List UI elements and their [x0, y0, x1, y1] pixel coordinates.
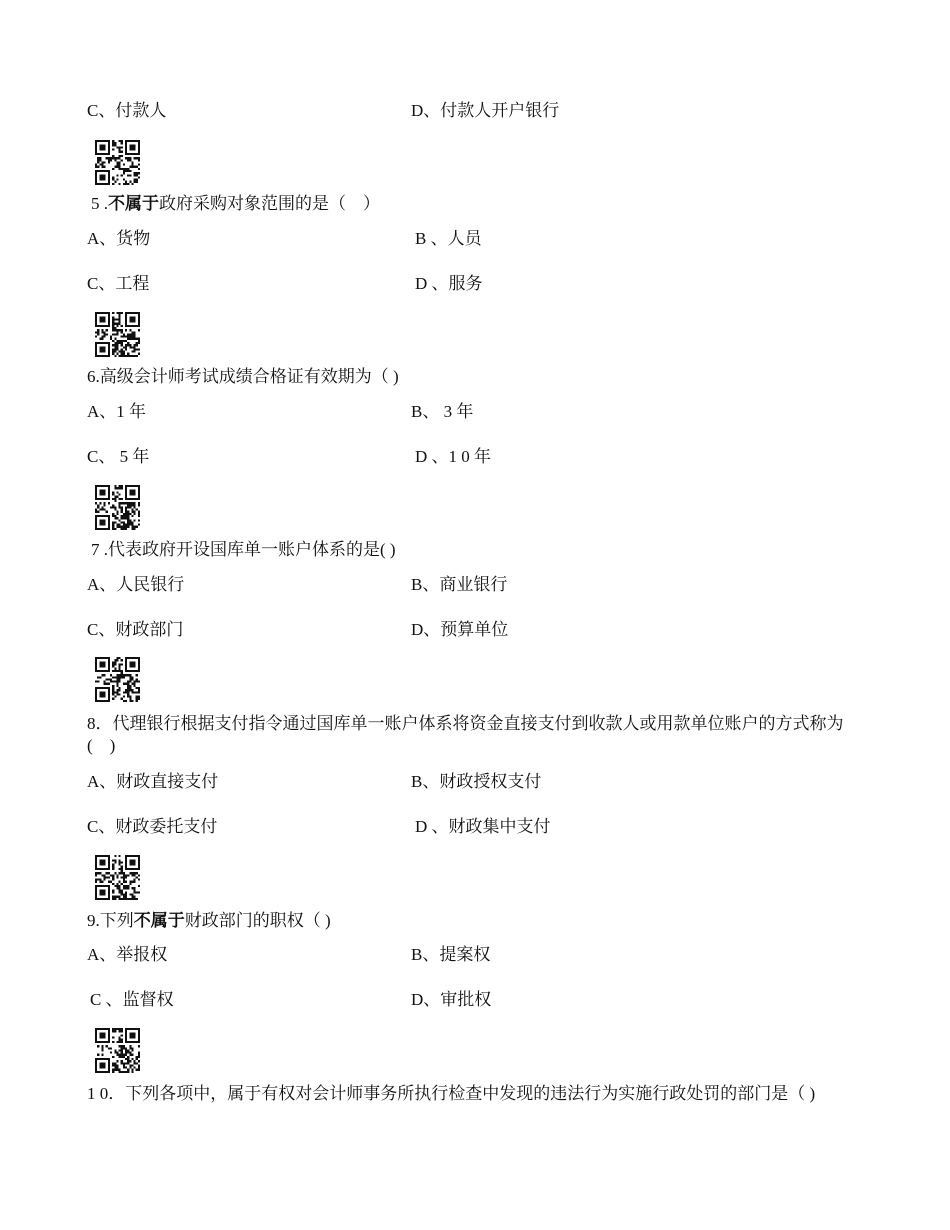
- option-a: A、人民银行: [87, 575, 185, 594]
- qr-code-icon: [95, 1028, 140, 1073]
- question-9: [87, 910, 331, 932]
- question-text: 政府采购对象范围的是（ ）: [159, 194, 380, 213]
- option-c: C、付款人: [87, 101, 167, 120]
- option-d: D、预算单位: [411, 620, 509, 639]
- option-c: C、财政部门: [87, 620, 184, 639]
- question-7: 7 .代表政府开设国库单一账户体系的是( ): [91, 540, 396, 559]
- question-8: 8．代理银行根据支付指令通过国库单一账户体系将资金直接支付到收款人或用款单位账户的方式称为( ): [87, 714, 844, 755]
- question-number: 9.下列: [87, 911, 134, 930]
- qr-code-icon: [95, 657, 140, 702]
- qr-code-icon: [95, 140, 140, 185]
- option-a: A、财政直接支付: [87, 772, 219, 791]
- option-b: B、商业银行: [411, 575, 508, 594]
- qr-code-icon: [95, 855, 140, 900]
- question-6: 6.高级会计师考试成绩合格证有效期为（ ): [87, 367, 399, 386]
- question-5: [91, 193, 380, 215]
- option-d: D、审批权: [411, 990, 492, 1009]
- option-d: D 、财政集中支付: [415, 817, 551, 836]
- option-b: B、提案权: [411, 945, 491, 964]
- question-text: 财政部门的职权（ ): [184, 911, 331, 930]
- option-a: A、举报权: [87, 945, 168, 964]
- emphasis-text: 不属于: [108, 194, 159, 213]
- question-number: 5 .: [91, 194, 108, 213]
- question-10: 1 0．下列各项中，属于有权对会计师事务所执行检查中发现的违法行为实施行政处罚的部门是（ ): [87, 1084, 816, 1103]
- option-d: D 、服务: [415, 274, 483, 293]
- qr-code-icon: [95, 485, 140, 530]
- option-d: D、付款人开户银行: [411, 101, 560, 120]
- qr-code-icon: [95, 312, 140, 357]
- emphasis-text: 不属于: [133, 911, 185, 930]
- option-c: C、 5 年: [87, 447, 150, 466]
- option-b: B 、人员: [415, 229, 482, 248]
- option-d: D 、1 0 年: [415, 447, 492, 466]
- option-c: C、工程: [87, 274, 150, 293]
- option-b: B、财政授权支付: [411, 772, 542, 791]
- option-b: B、 3 年: [411, 402, 474, 421]
- option-a: A、货物: [87, 229, 151, 248]
- option-a: A、1 年: [87, 402, 147, 421]
- option-c: C、财政委托支付: [87, 817, 218, 836]
- option-c: C 、监督权: [90, 990, 174, 1009]
